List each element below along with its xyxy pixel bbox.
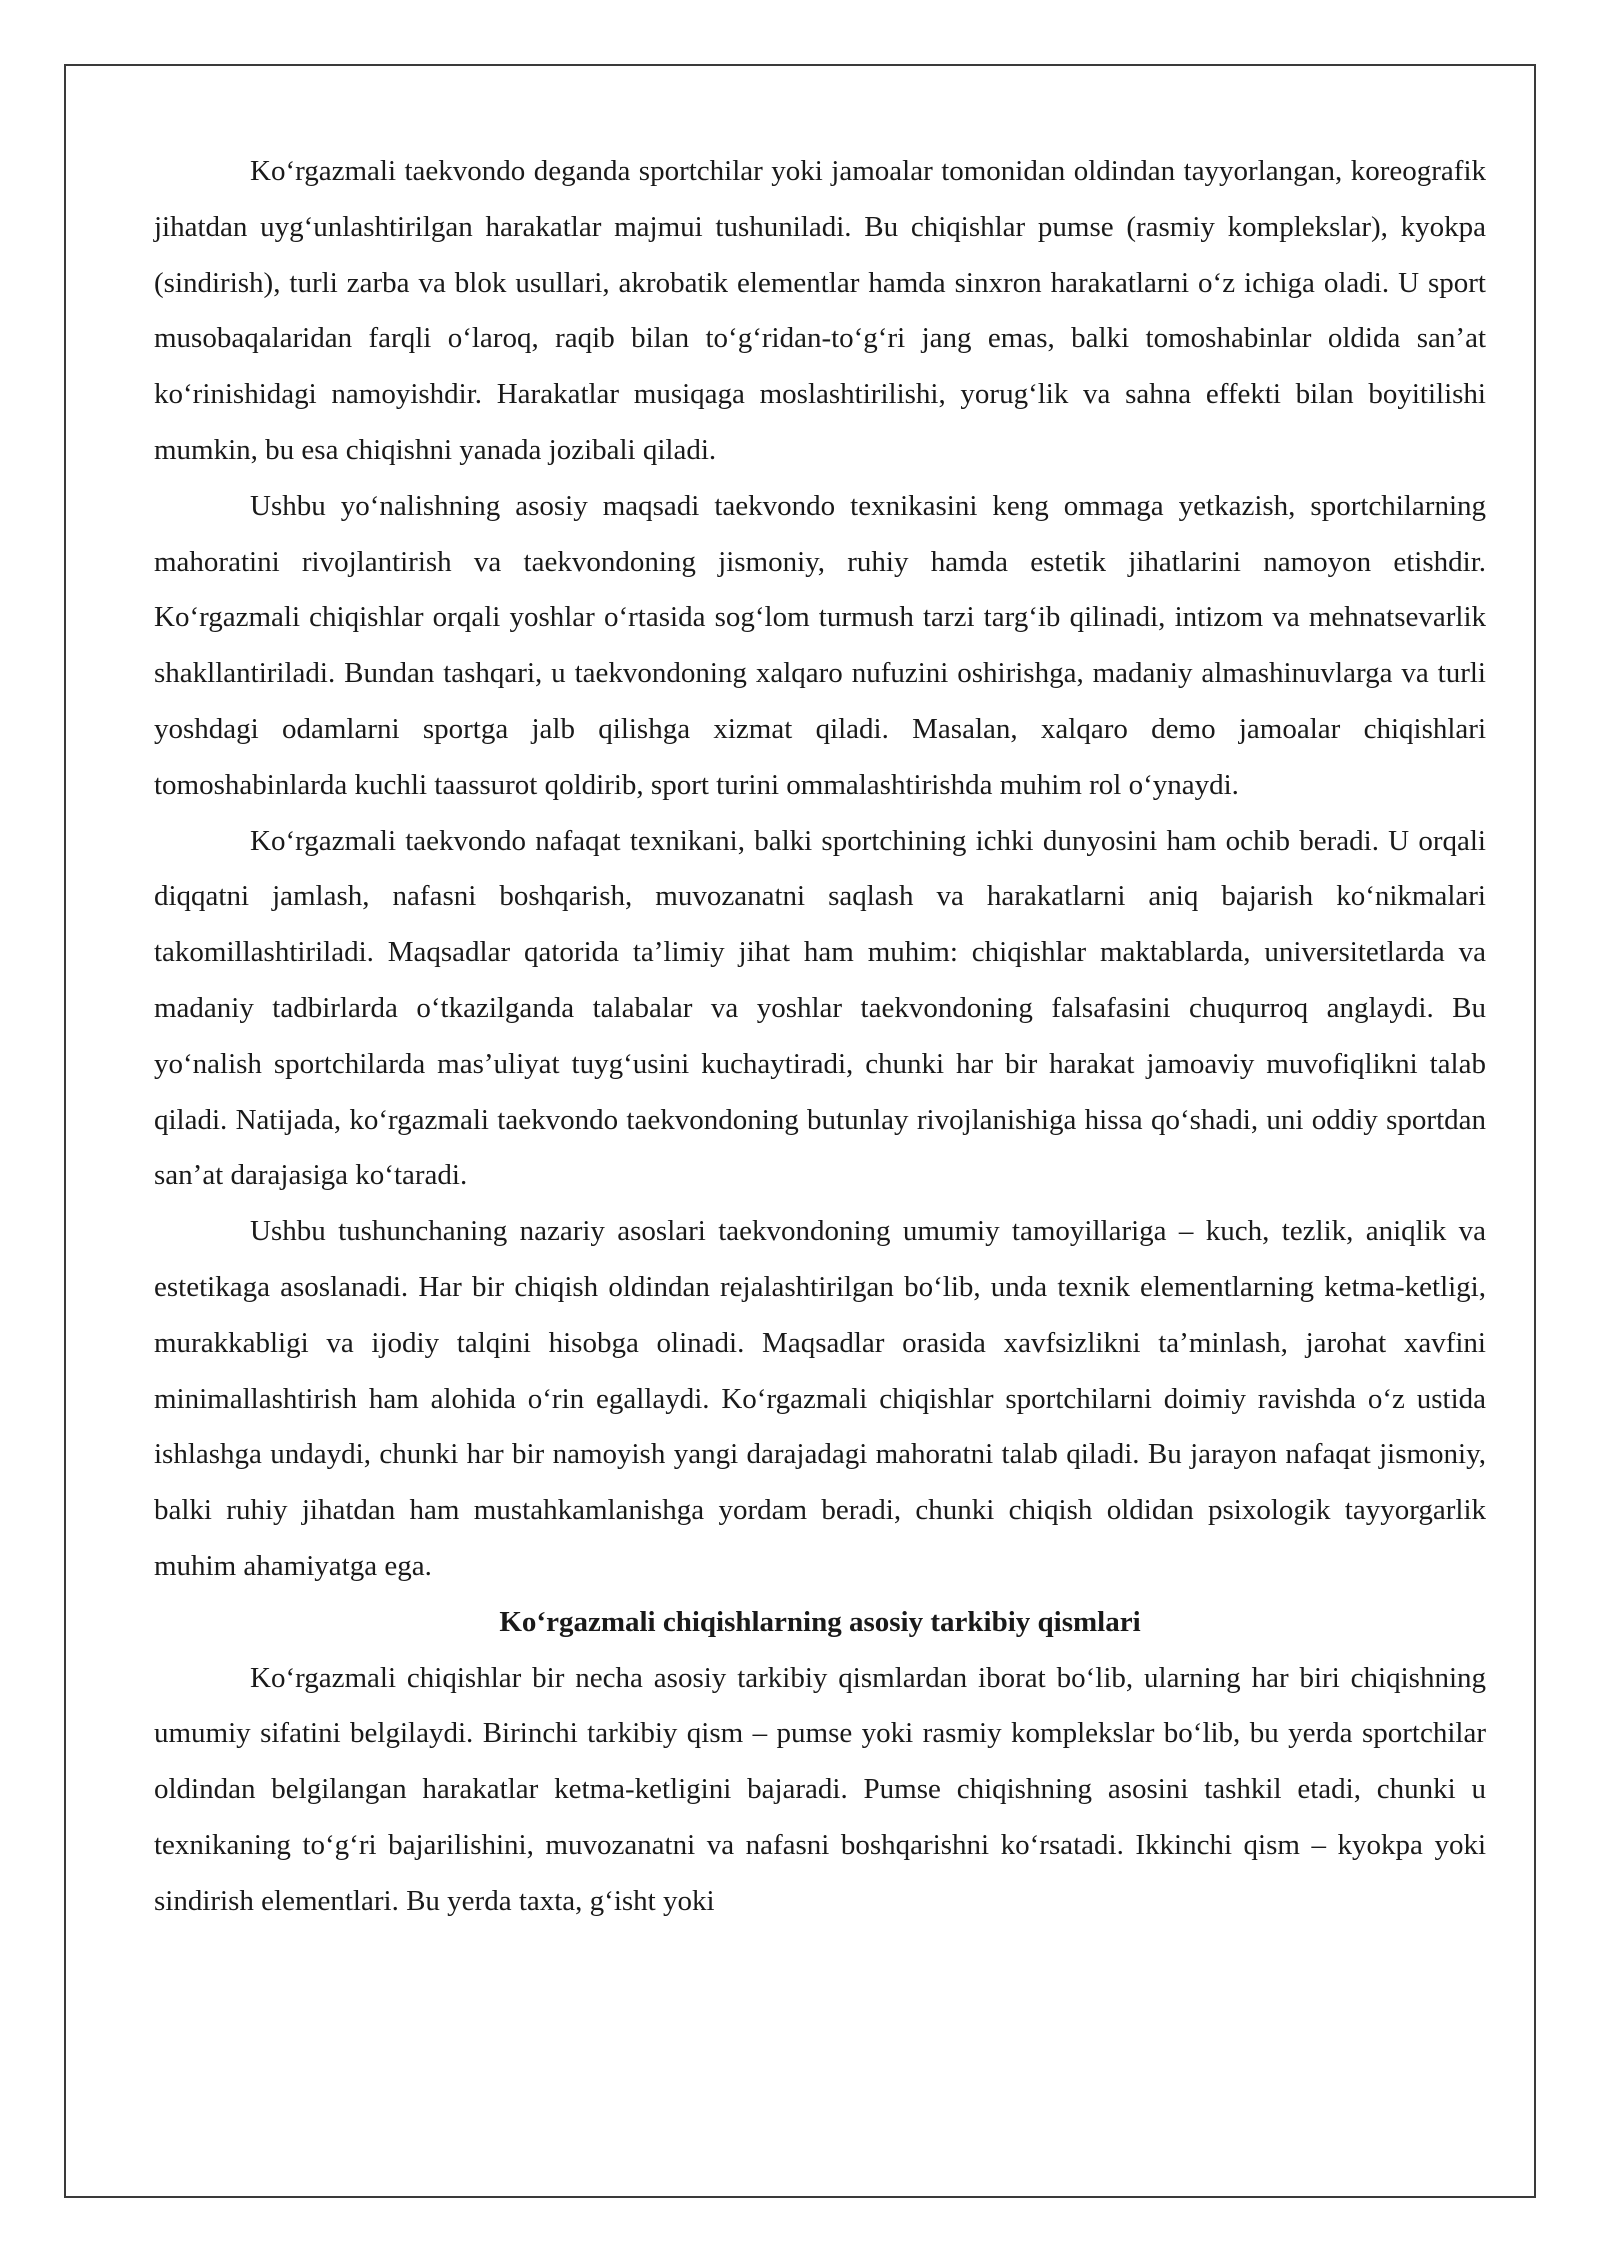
paragraph-inner-world: Koʻrgazmali taekvondo nafaqat texnikani, balki sportchining ichki dunyosini ham ochib beradi. U orqali diqqatni jamlash, nafasni boshqarish, muvozanatni saqlash va harakatlarni aniq bajarish koʻnikmalari takomillashtiriladi. Maqsadlar qatorida taʼlimiy jihat ham muhim: chiqishlar maktablarda, universitetlarda va madaniy tadbirlarda oʻtkazilganda talabalar va yoshlar taekvondoning falsafasini chuqurroq anglaydi. Bu yoʻnalish sportchilarda masʼuliyat tuygʻusini kuchaytiradi, chunki har bir harakat jamoaviy muvofiqlikni talab qiladi. Natijada, koʻrgazmali taekvondo taekvondoning butunlay rivojlanishiga hissa qoʻshadi, uni oddiy sportdan sanʼat darajasiga koʻtaradi. (154, 824, 1486, 1192)
paragraph-definition: Koʻrgazmali taekvondo deganda sportchilar yoki jamoalar tomonidan oldindan tayyorlangan, koreografik jihatdan uygʻunlashtirilgan harakatlar majmui tushuniladi. Bu chiqishlar pumse (rasmiy komplekslar), kyokpa (sindirish), turli zarba va blok usullari, akrobatik elementlar hamda sinxron harakatlarni oʻz ichiga oladi. U sport musobaqalaridan farqli oʻlaroq, raqib bilan toʻgʻridan-toʻgʻri jang emas, balki tomoshabinlar oldida sanʼat koʻrinishidagi namoyishdir. Harakatlar musiqaga moslashtirilishi, yorugʻlik va sahna effekti bilan boyitilishi mumkin, bu esa chiqishni yanada jozibali qiladi. (154, 155, 1486, 466)
document-body (154, 144, 1486, 1930)
paragraph-purpose: Ushbu yoʻnalishning asosiy maqsadi taekvondo texnikasini keng ommaga yetkazish, sportchilarning mahoratini rivojlantirish va taekvondoning jismoniy, ruhiy hamda estetik jihatlarini namoyon etishdir. Koʻrgazmali chiqishlar orqali yoshlar oʻrtasida sogʻlom turmush tarzi targʻib qilinadi, intizom va mehnatsevarlik shakllantiriladi. Bundan tashqari, u taekvondoning xalqaro nufuzini oshirishga, madaniy almashinuvlarga va turli yoshdagi odamlarni sportga jalb qilishga xizmat qiladi. Masalan, xalqaro demo jamoalar chiqishlari tomoshabinlarda kuchli taassurot qoldirib, sport turini ommalashtirishda muhim rol oʻynaydi. (154, 489, 1486, 801)
paragraph-theory: Ushbu tushunchaning nazariy asoslari taekvondoning umumiy tamoyillariga – kuch, tezlik, aniqlik va estetikaga asoslanadi. Har bir chiqish oldindan rejalashtirilgan boʻlib, unda texnik elementlarning ketma-ketligi, murakkabligi va ijodiy talqini hisobga olinadi. Maqsadlar orasida xavfsizlikni taʼminlash, jarohat xavfini minimallashtirish ham alohida oʻrin egallaydi. Koʻrgazmali chiqishlar sportchilarni doimiy ravishda oʻz ustida ishlashga undaydi, chunki har bir namoyish yangi darajadagi mahoratni talab qiladi. Bu jarayon nafaqat jismoniy, balki ruhiy jihatdan ham mustahkamlanishga yordam beradi, chunki chiqish oldidan psixologik tayyorgarlik muhim ahamiyatga ega. (154, 1215, 1486, 1582)
paragraph-components: Koʻrgazmali chiqishlar bir necha asosiy tarkibiy qismlardan iborat boʻlib, ularning har biri chiqishning umumiy sifatini belgilaydi. Birinchi tarkibiy qism – pumse yoki rasmiy komplekslar boʻlib, bu yerda sportchilar oldindan belgilangan harakatlar ketma-ketligini bajaradi. Pumse chiqishning asosini tashkil etadi, chunki u texnikaning toʻgʻri bajarilishini, muvozanatni va nafasni boshqarishni koʻrsatadi. Ikkinchi qism – kyokpa yoki sindirish elementlari. Bu yerda taxta, gʻisht yoki (154, 1661, 1486, 1917)
section-heading: Koʻrgazmali chiqishlarning asosiy tarkibiy qismlari (499, 1605, 1141, 1638)
